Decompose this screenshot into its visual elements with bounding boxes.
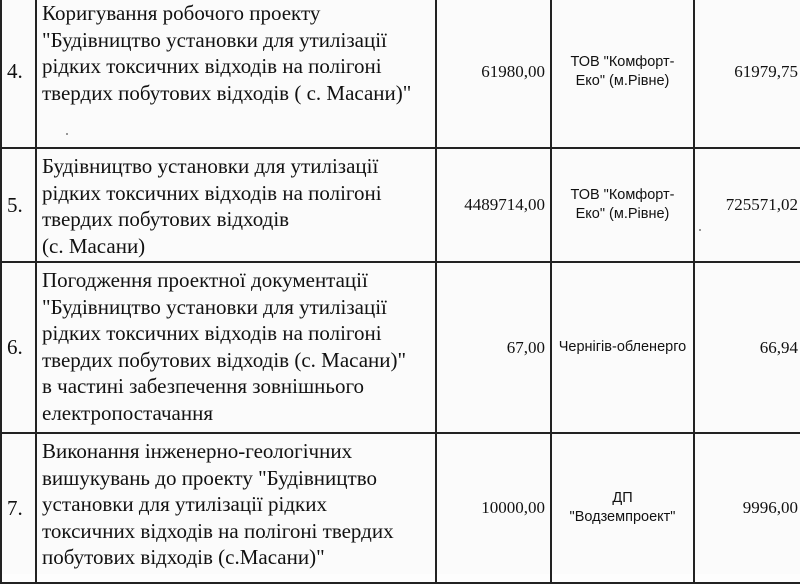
row-amount: 10000,00 [436, 433, 551, 583]
row-contractor: ТОВ "Комфорт- Еко" (м.Рівне) [551, 0, 694, 148]
row-description: Погодження проектної документації "Будівництво установки для утилізації рідких токсичних відходів на полігоні твердих побутових відходів (с. Масани)" в частині забезпечення зовнішнього електропостачання [36, 262, 436, 433]
row-contractor: ТОВ "Комфорт- Еко" (м.Рівне) [551, 148, 694, 262]
row-description: Виконання інженерно-геологічних вишукувань до проекту "Будівництво установки для утилізації рідких токсичних відходів на полігоні твердих побутових відходів (с.Масани)" [36, 433, 436, 583]
row-paid-amount: 66,94 [694, 262, 800, 433]
row-amount: 67,00 [436, 262, 551, 433]
row-number: 6. [1, 262, 36, 433]
table-row [1, 148, 800, 262]
row-number: 4. [1, 0, 36, 148]
row-amount: 4489714,00 [436, 148, 551, 262]
row-description: Коригування робочого проекту "Будівництво установки для утилізації рідких токсичних відходів на полігоні твердих побутових відходів ( с. Масани)" [36, 0, 436, 148]
scan-speck [699, 229, 701, 231]
table-row [1, 0, 800, 148]
row-contractor: Чернігів-обленерго [551, 262, 694, 433]
row-paid-amount: 61979,75 [694, 0, 800, 148]
row-number: 5. [1, 148, 36, 262]
row-paid-amount: 725571,02 [694, 148, 800, 262]
row-paid-amount: 9996,00 [694, 433, 800, 583]
row-amount: 61980,00 [436, 0, 551, 148]
row-description: Будівництво установки для утилізації рідких токсичних відходів на полігоні твердих побутових відходів (с. Масани) [36, 148, 436, 262]
row-contractor: ДП "Водземпроект" [551, 433, 694, 583]
row-number: 7. [1, 433, 36, 583]
table-row [1, 262, 800, 433]
scan-speck [66, 133, 68, 135]
table-row [1, 433, 800, 583]
